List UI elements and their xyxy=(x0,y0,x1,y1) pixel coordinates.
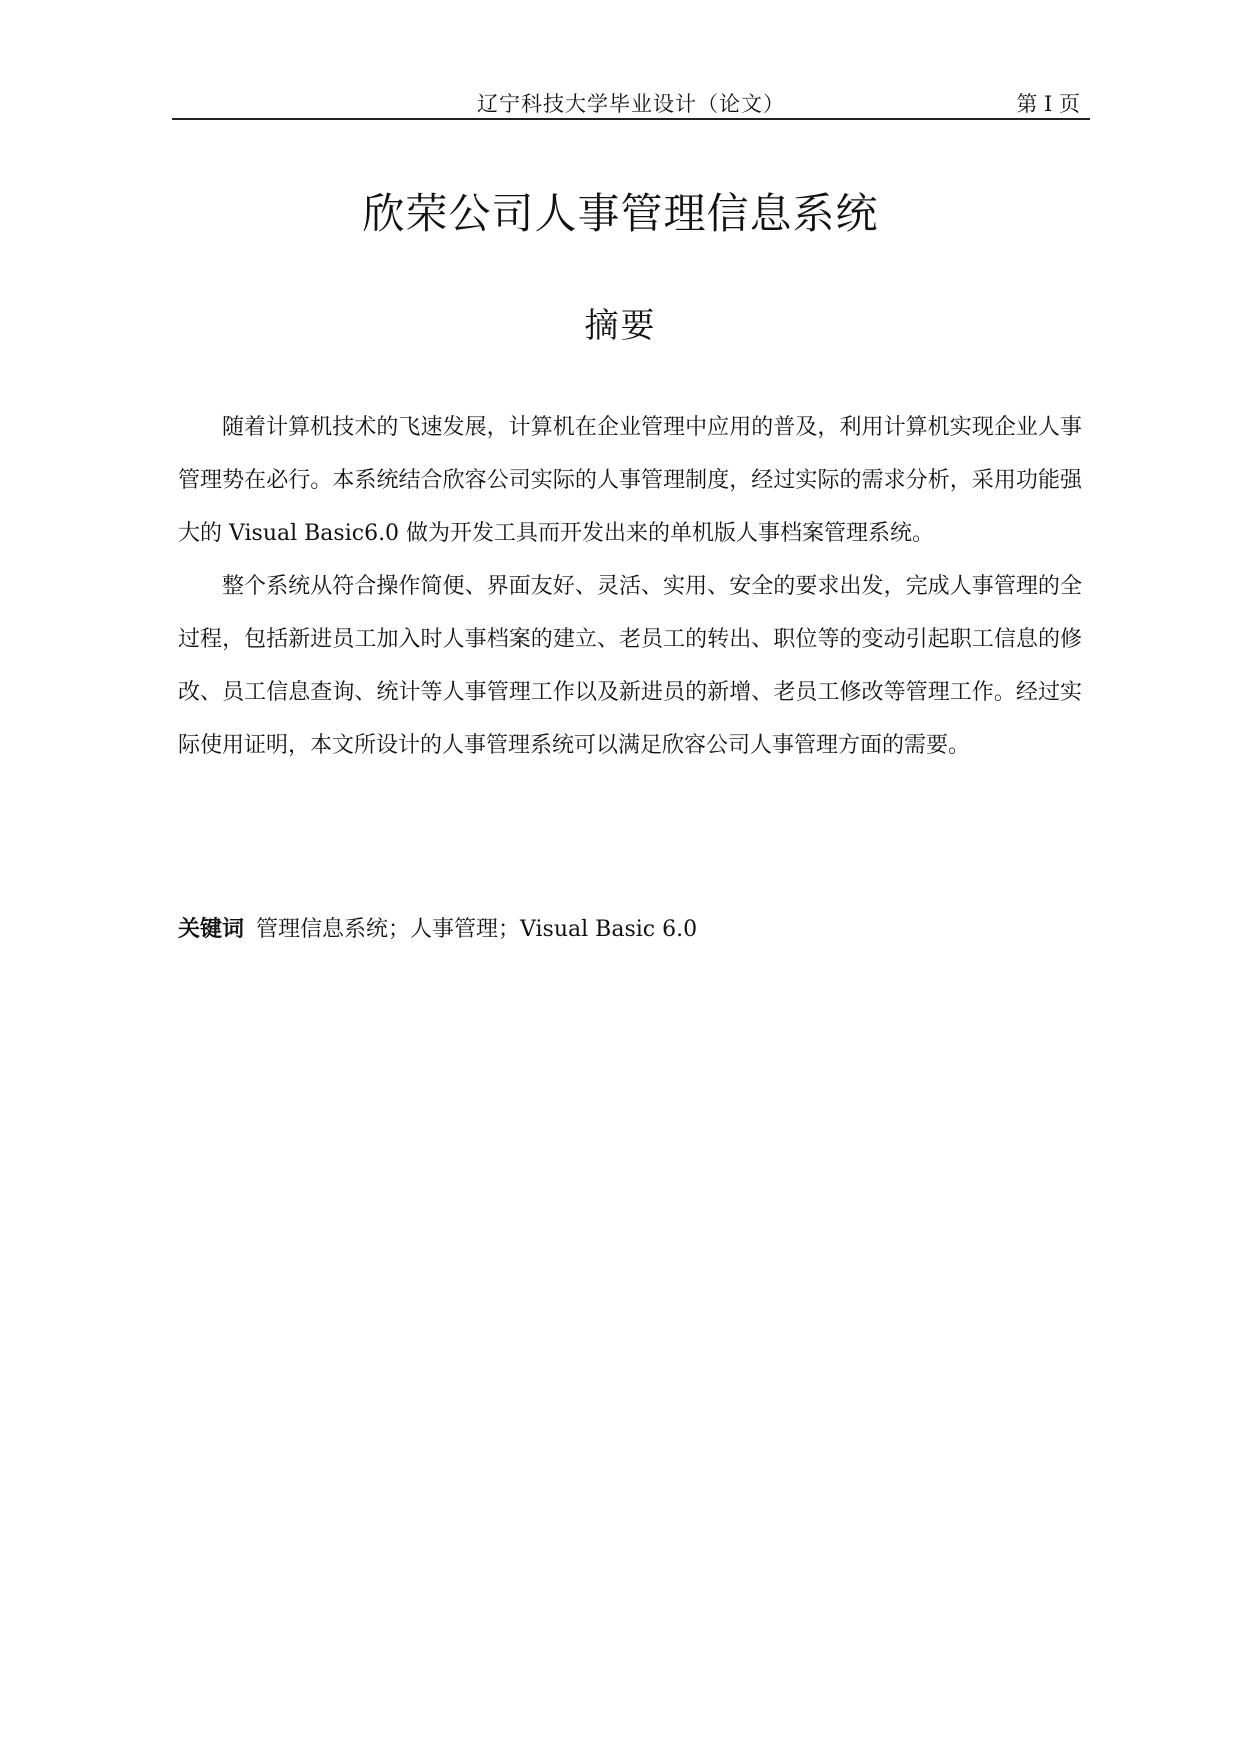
document-title: 欣荣公司人事管理信息系统 xyxy=(362,189,879,238)
abstract-paragraph: 随着计算机技术的飞速发展，计算机在企业管理中应用的普及，利用计算机实现企业人事管理势在必行。本系统结合欣容公司实际的人事管理制度，经过实际的需求分析，采用功能强大的 Visual Basic6.0 做为开发工具而开发出来的单机版人事档案管理系统。 xyxy=(178,415,1082,546)
header-title: 辽宁科技大学毕业设计（论文） xyxy=(477,92,785,116)
keywords-text: 管理信息系统；人事管理；Visual Basic 6.0 xyxy=(256,917,698,942)
keywords-line xyxy=(178,913,1082,947)
keywords-label: 关键词 xyxy=(178,917,245,942)
page-header xyxy=(172,84,1090,120)
abstract-paragraph: 整个系统从符合操作简便、界面友好、灵活、实用、安全的要求出发，完成人事管理的全过程，包括新进员工加入时人事档案的建立、老员工的转出、职位等的变动引起职工信息的修改、员工信息查询、统计等人事管理工作以及新进员的新增、老员工修改等管理工作。经过实际使用证明，本文所设计的人事管理系统可以满足欣容公司人事管理方面的需要。 xyxy=(178,574,1082,758)
abstract-heading: 摘要 xyxy=(584,306,657,346)
abstract-body xyxy=(178,401,1082,772)
page-number: 第 I 页 xyxy=(1016,92,1080,116)
